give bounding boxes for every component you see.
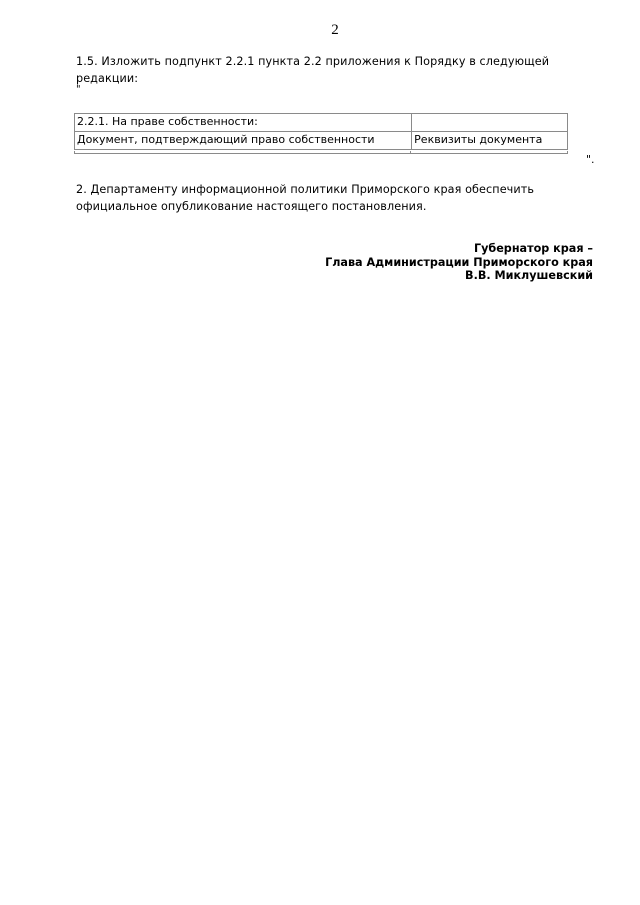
open-quote: " <box>76 84 81 95</box>
table-cell: 2.2.1. На праве собственности: <box>75 114 412 132</box>
paragraph-1-5: 1.5. Изложить подпункт 2.2.1 пункта 2.2 приложения к Порядку в следующей редакции: <box>76 55 550 85</box>
signature-name: В.В. Миклушевский <box>465 269 593 282</box>
table-bottom-edge <box>74 151 568 154</box>
table-row <box>75 132 568 150</box>
signature-block <box>325 242 593 283</box>
paragraph-2: 2. Департаменту информационной политики Приморского края обеспечить официальное опубликование настоящего постановления. <box>76 183 535 213</box>
signature-title: Губернатор края – <box>473 242 593 255</box>
page-number: 2 <box>331 22 339 38</box>
table-cell: Документ, подтверждающий право собственности <box>75 132 412 150</box>
document-table <box>74 113 568 150</box>
signature-position: Глава Администрации Приморского края <box>325 255 593 269</box>
table-cell: Реквизиты документа <box>412 132 568 150</box>
table-cell <box>412 114 568 132</box>
table-divider <box>410 151 411 154</box>
table-row <box>75 114 568 132</box>
close-quote: ". <box>586 153 595 166</box>
